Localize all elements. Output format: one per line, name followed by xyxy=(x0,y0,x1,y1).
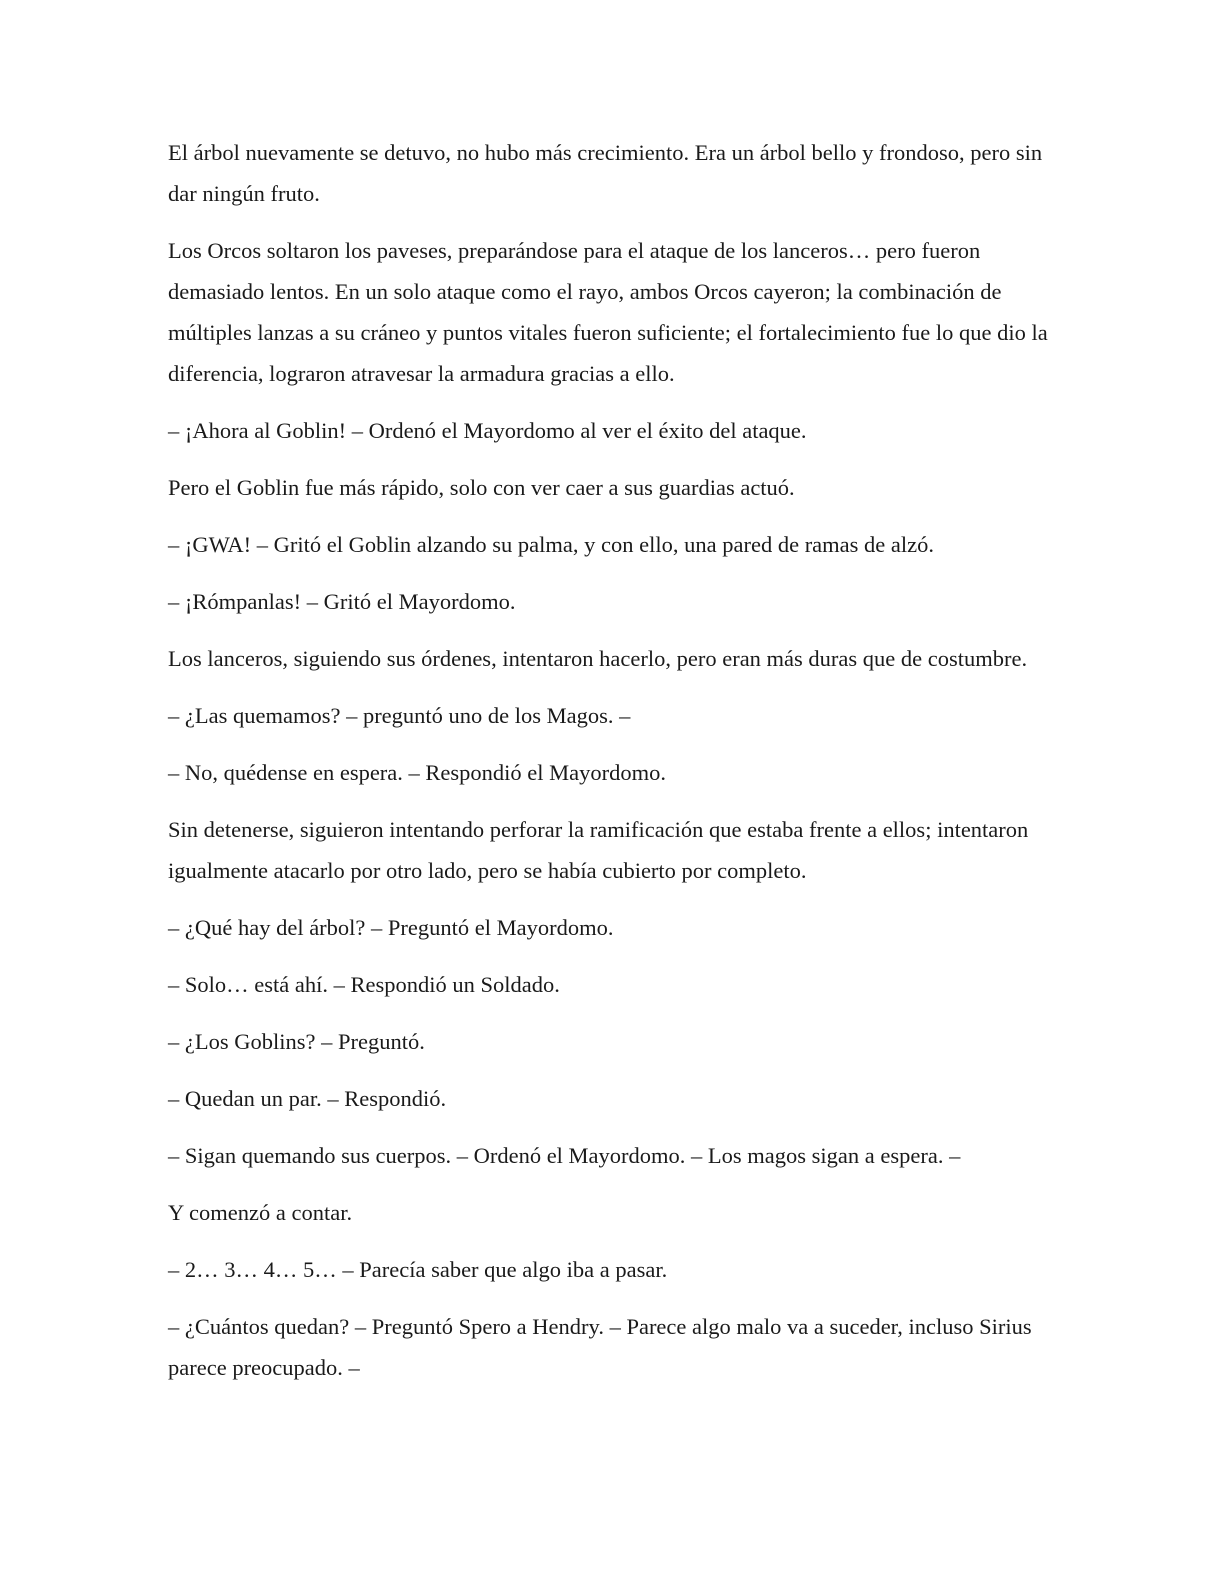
paragraph: – Quedan un par. – Respondió. xyxy=(168,1086,447,1111)
paragraph: – ¿Qué hay del árbol? – Preguntó el Mayordomo. xyxy=(168,915,614,940)
paragraph: – ¡GWA! – Gritó el Goblin alzando su palma, y con ello, una pared de ramas de alzó. xyxy=(168,532,934,557)
paragraph: – 2… 3… 4… 5… – Parecía saber que algo iba a pasar. xyxy=(168,1257,668,1282)
paragraph: – Solo… está ahí. – Respondió un Soldado. xyxy=(168,972,560,997)
paragraph: – ¡Rómpanlas! – Gritó el Mayordomo. xyxy=(168,589,516,614)
document-page xyxy=(168,132,1048,1404)
paragraph: Sin detenerse, siguieron intentando perforar la ramificación que estaba frente a ellos; intentaron igualmente atacarlo por otro lado, pero se había cubierto por completo. xyxy=(168,817,1029,883)
paragraph: – ¿Los Goblins? – Preguntó. xyxy=(168,1029,425,1054)
paragraph: – ¿Cuántos quedan? – Preguntó Spero a Hendry. – Parece algo malo va a suceder, incluso Sirius parece preocupado. – xyxy=(168,1314,1032,1380)
paragraph: – Sigan quemando sus cuerpos. – Ordenó el Mayordomo. – Los magos sigan a espera. – xyxy=(168,1143,961,1168)
paragraph: Los lanceros, siguiendo sus órdenes, intentaron hacerlo, pero eran más duras que de costumbre. xyxy=(168,646,1028,671)
paragraph: Los Orcos soltaron los paveses, preparándose para el ataque de los lanceros… pero fueron demasiado lentos. En un solo ataque como el rayo, ambos Orcos cayeron; la combinación de múltiples lanzas a su cráneo y puntos vitales fueron suficiente; el fortalecimiento fue lo que dio la diferencia, lograron atravesar la armadura gracias a ello. xyxy=(168,238,1048,386)
paragraph: El árbol nuevamente se detuvo, no hubo más crecimiento. Era un árbol bello y frondoso, pero sin dar ningún fruto. xyxy=(168,140,1043,206)
paragraph: – No, quédense en espera. – Respondió el Mayordomo. xyxy=(168,760,667,785)
paragraph: – ¡Ahora al Goblin! – Ordenó el Mayordomo al ver el éxito del ataque. xyxy=(168,418,807,443)
paragraph: Y comenzó a contar. xyxy=(168,1200,353,1225)
paragraph: – ¿Las quemamos? – preguntó uno de los Magos. – xyxy=(168,703,631,728)
paragraph: Pero el Goblin fue más rápido, solo con ver caer a sus guardias actuó. xyxy=(168,475,795,500)
